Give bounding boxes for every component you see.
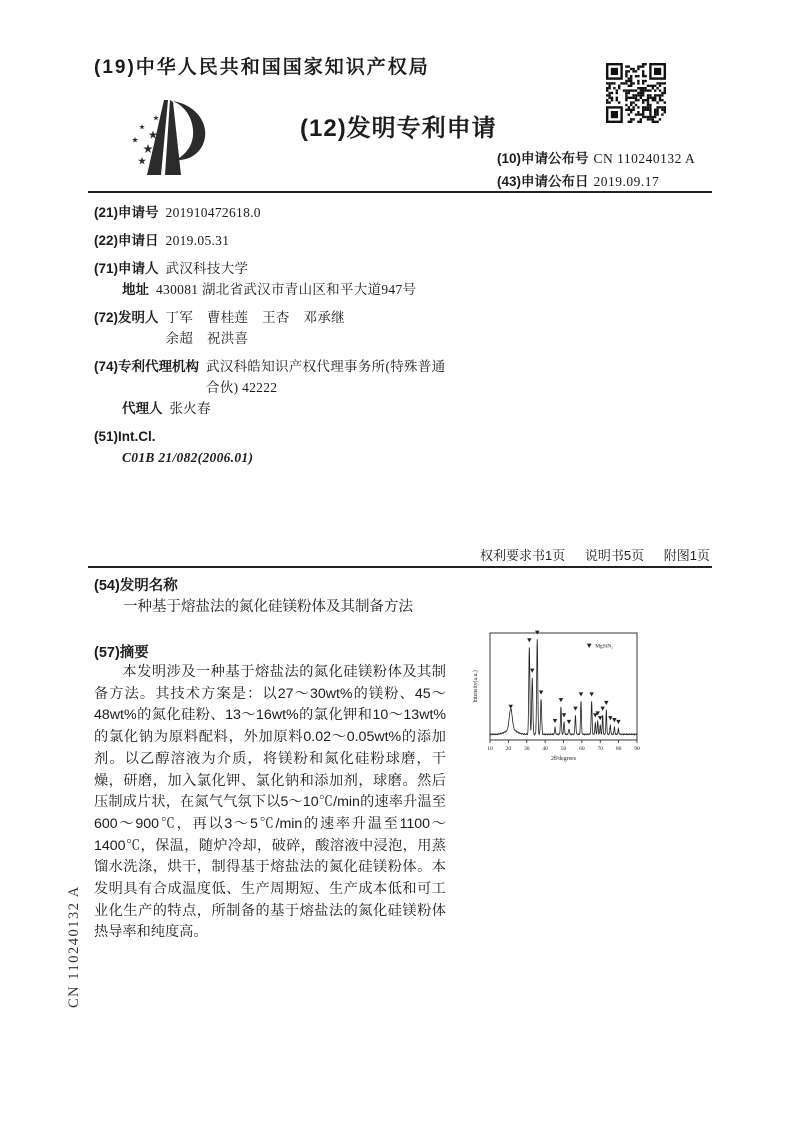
- svg-text:60: 60: [579, 746, 585, 752]
- svg-text:Intensity(a.u.): Intensity(a.u.): [473, 670, 479, 703]
- pages-summary: [480, 545, 710, 564]
- svg-text:10: 10: [487, 746, 493, 752]
- inventors-row: [94, 307, 456, 349]
- svg-text:90: 90: [634, 746, 640, 752]
- svg-text:2θ/degrees: 2θ/degrees: [551, 756, 576, 762]
- application-number-value: 201910472618.0: [165, 205, 261, 220]
- application-number-row: [94, 202, 456, 223]
- cnipa-logo: [120, 97, 220, 185]
- int-cl-block: [94, 426, 456, 468]
- patent-office-name: (19)中华人民共和国国家知识产权局: [94, 57, 430, 78]
- side-publication-number: CN 110240132 A: [66, 885, 82, 1008]
- address-value: 430081 湖北省武汉市青山区和平大道947号: [156, 282, 417, 297]
- svg-text:30: 30: [523, 746, 530, 752]
- svg-text:50: 50: [560, 746, 567, 752]
- section-divider: [88, 566, 712, 568]
- application-number-label: (21)申请号: [94, 205, 159, 220]
- agency-label: (74)专利代理机构: [94, 359, 200, 374]
- abstract-text: 本发明涉及一种基于熔盐法的氮化硅镁粉体及其制备方法。其技术方案是：以27～30wt%的镁粉、45～48wt%的氮化硅粉、13～16wt%的氯化钾和10～13wt%的氯化钠为原料配料，外加原料0.02～0.05wt%的添加剂。以乙醇溶液为介质，将镁粉和氮化硅粉球磨，干燥，研磨，加入氯化钾、氯化钠和添加剂，球磨。然后压制成片状，在氮气气氛下以5～10℃/min的速率升温至600～900℃，再以3～5℃/min的速率升温至1100～1400℃，保温，随炉冷却，破碎，酸溶液中浸泡，用蒸馏水洗涤，烘干，制得基于熔盐法的氮化硅镁粉体。本发明具有合成温度低、生产周期短、生产成本低和可工业化生产的特点，所制备的基于熔盐法的氮化硅镁粉体热导率和纯度高。: [94, 664, 446, 941]
- svg-text:70: 70: [597, 746, 604, 752]
- publication-number-value: CN 110240132 A: [593, 151, 696, 166]
- agency-row: [94, 356, 456, 398]
- agent-label: 代理人: [122, 401, 163, 416]
- applicant-label: (71)申请人: [94, 261, 159, 276]
- invention-title-label: (54)发明名称: [94, 578, 178, 594]
- agent-row: [122, 398, 456, 419]
- svg-text:80: 80: [615, 746, 622, 752]
- qr-code: [606, 63, 666, 123]
- agency-value: 武汉科皓知识产权代理事务所(特殊普通合伙) 42222: [206, 359, 446, 395]
- agency-block: [94, 356, 456, 419]
- agent-value: 张火春: [169, 401, 211, 416]
- publication-date-value: 2019.09.17: [593, 174, 660, 189]
- applicant-block: [94, 258, 456, 300]
- applicant-row: [94, 258, 456, 279]
- int-cl-value-row: [122, 447, 456, 468]
- applicant-address-row: [122, 279, 456, 300]
- application-date-label: (22)申请日: [94, 233, 159, 248]
- figures-pages: 附图1页: [663, 548, 710, 563]
- applicant-value: 武汉科技大学: [165, 261, 249, 276]
- application-date-row: [94, 230, 456, 251]
- publication-date-label: (43)申请公布日: [497, 174, 589, 189]
- publication-number-label: (10)申请公布号: [497, 151, 589, 166]
- header-divider: [88, 191, 712, 193]
- inventors-value: [166, 307, 345, 349]
- invention-title-text: 一种基于熔盐法的氮化硅镁粉体及其制备方法: [123, 599, 413, 615]
- inventors-label: (72)发明人: [94, 310, 159, 325]
- int-cl-value: C01B 21/082(2006.01): [122, 450, 254, 465]
- publication-number-line: [497, 147, 695, 167]
- bibliographic-section: [94, 202, 456, 475]
- svg-text:20: 20: [505, 746, 512, 752]
- claims-pages: 权利要求书1页: [480, 548, 566, 563]
- svg-text:40: 40: [542, 746, 548, 752]
- xrd-chart: [470, 622, 665, 768]
- address-label: 地址: [122, 282, 149, 297]
- application-date-value: 2019.05.31: [165, 233, 230, 248]
- publication-date-line: [497, 170, 659, 190]
- document-type-title: (12)发明专利申请: [300, 115, 497, 142]
- int-cl-label: (51)Int.Cl.: [94, 429, 156, 444]
- inventors-line-2: 余超 祝洪喜: [165, 331, 249, 346]
- description-pages: 说明书5页: [584, 548, 645, 563]
- inventors-line-1: 丁军 曹桂莲 王杏 邓承继: [165, 310, 345, 325]
- svg-text:MgSiN₂: MgSiN₂: [595, 643, 613, 650]
- int-cl-row: [94, 426, 456, 447]
- abstract-label: (57)摘要: [94, 645, 149, 661]
